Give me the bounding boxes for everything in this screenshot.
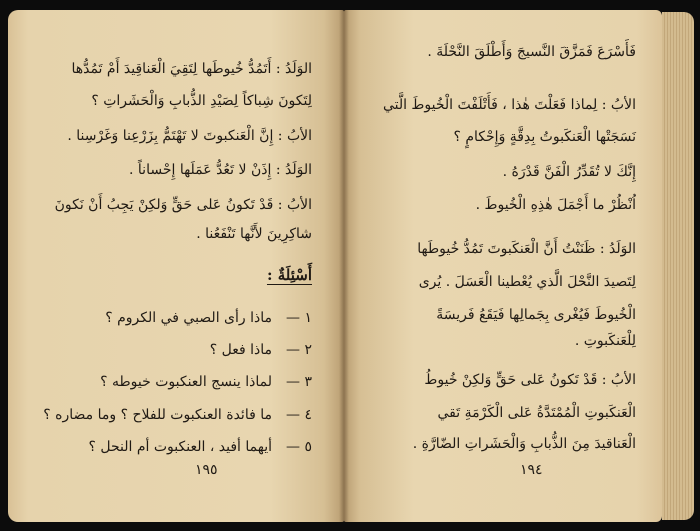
dialogue-line: الوَلَدُ : أَتَمُدُّ خُيوطَها لِتَقِيَ الْعَناقِيدَ أَمْ تَمُدُّها: [71, 61, 312, 77]
page-number: ١٩٤: [520, 462, 543, 478]
question-item: [100, 373, 312, 391]
question-item: [105, 309, 312, 327]
dialogue-line: الوَلَدُ : إِذَنْ لا تَعُدُّ عَمَلَها إِحْساناً .: [129, 162, 312, 178]
question-text: ما فائدة العنكبوت للفلاح ؟ وما مضاره ؟: [43, 407, 272, 423]
dialogue-line: الْعَنكَبوتِ الْمُمْتَدَّةُ عَلى الْكَرْمَةِ تَقي: [437, 405, 636, 421]
dialogue-line: لِلْعَنكَبوتِ .: [574, 333, 636, 349]
question-number: ٢ —: [286, 342, 312, 358]
dialogue-line: إِنَّكَ لا تُقَدِّرُ الْفَنَّ قَدْرَهُ .: [502, 164, 636, 180]
question-item: [210, 341, 312, 359]
question-item: [89, 438, 312, 456]
narrative-line: فَأَسْرَعَ فَمَزَّقَ النَّسيجَ وَأَطْلَقَ النَّحْلَةَ .: [427, 44, 636, 60]
questions-heading: أَسْئِلَةٌ :: [266, 266, 312, 284]
page-edges: [662, 12, 694, 520]
dialogue-line: الْعَناقيدَ مِنَ الذُّبابِ وَالْحَشَراتِ الضّارَّةِ .: [412, 436, 636, 452]
question-number: ١ —: [286, 310, 312, 326]
left-page: [8, 10, 344, 522]
question-text: ماذا فعل ؟: [209, 342, 272, 358]
dialogue-line: اُنْظُرْ ما أَجْمَلَ هٰذِهِ الْخُيوطَ .: [475, 197, 636, 213]
dialogue-line: الوَلَدُ : ظَنَنْتُ أَنَّ الْعَنكَبوتَ تَمُدُّ خُيوطَها: [417, 241, 636, 257]
dialogue-line: الأبُ : قَدْ تَكونُ عَلى حَقٍّ وَلكِنْ خُيوطُ: [424, 372, 636, 388]
dialogue-line: الأبُ : إِنَّ الْعَنكبوتَ لا تَهْتَمُّ بِزَرْعِنا وَغَرْسِنا .: [67, 128, 312, 144]
question-text: ماذا رأى الصبي في الكروم ؟: [105, 310, 272, 326]
page-number: ١٩٥: [195, 462, 218, 478]
book-gutter: [339, 10, 349, 522]
question-text: لماذا ينسج العنكبوت خيوطه ؟: [100, 374, 272, 390]
dialogue-line: الأبُ : قَدْ تَكونُ عَلى حَقٍّ وَلكِنْ يَجِبُ أَنْ نَكونَ: [54, 197, 312, 213]
right-page: [344, 10, 662, 522]
dialogue-line: لِتَكونَ شِباكاً لِصَيْدِ الذُّبابِ وَالْحَشَراتِ ؟: [91, 93, 312, 109]
question-item: [43, 406, 312, 424]
dialogue-line: شاكِرِينَ لأَنَّها تَنْفَعُنا .: [196, 226, 312, 242]
dialogue-line: لِتَصيدَ النَّحْلَ الَّذي يُعْطينا الْعَسَلَ . يُرى: [418, 274, 636, 290]
dialogue-line: الْخُيوطَ فَيُغْرى بِجَمالِها فَيَقَعُ فَريسَةً: [436, 307, 636, 323]
dialogue-line: الأبُ : لِماذا فَعَلْتَ هٰذا ، فَأَتْلَفْتَ الْخُيوطَ الَّتي: [382, 97, 636, 113]
question-number: ٥ —: [286, 439, 312, 455]
question-text: أيهما أفيد ، العنكبوت أم النحل ؟: [88, 439, 272, 455]
question-number: ٤ —: [286, 407, 312, 423]
question-number: ٣ —: [286, 374, 312, 390]
dialogue-line: نَسَجَتْها الْعَنكَبوتُ بِدِقَّةٍ وَإِحْكامٍ ؟: [453, 129, 636, 145]
